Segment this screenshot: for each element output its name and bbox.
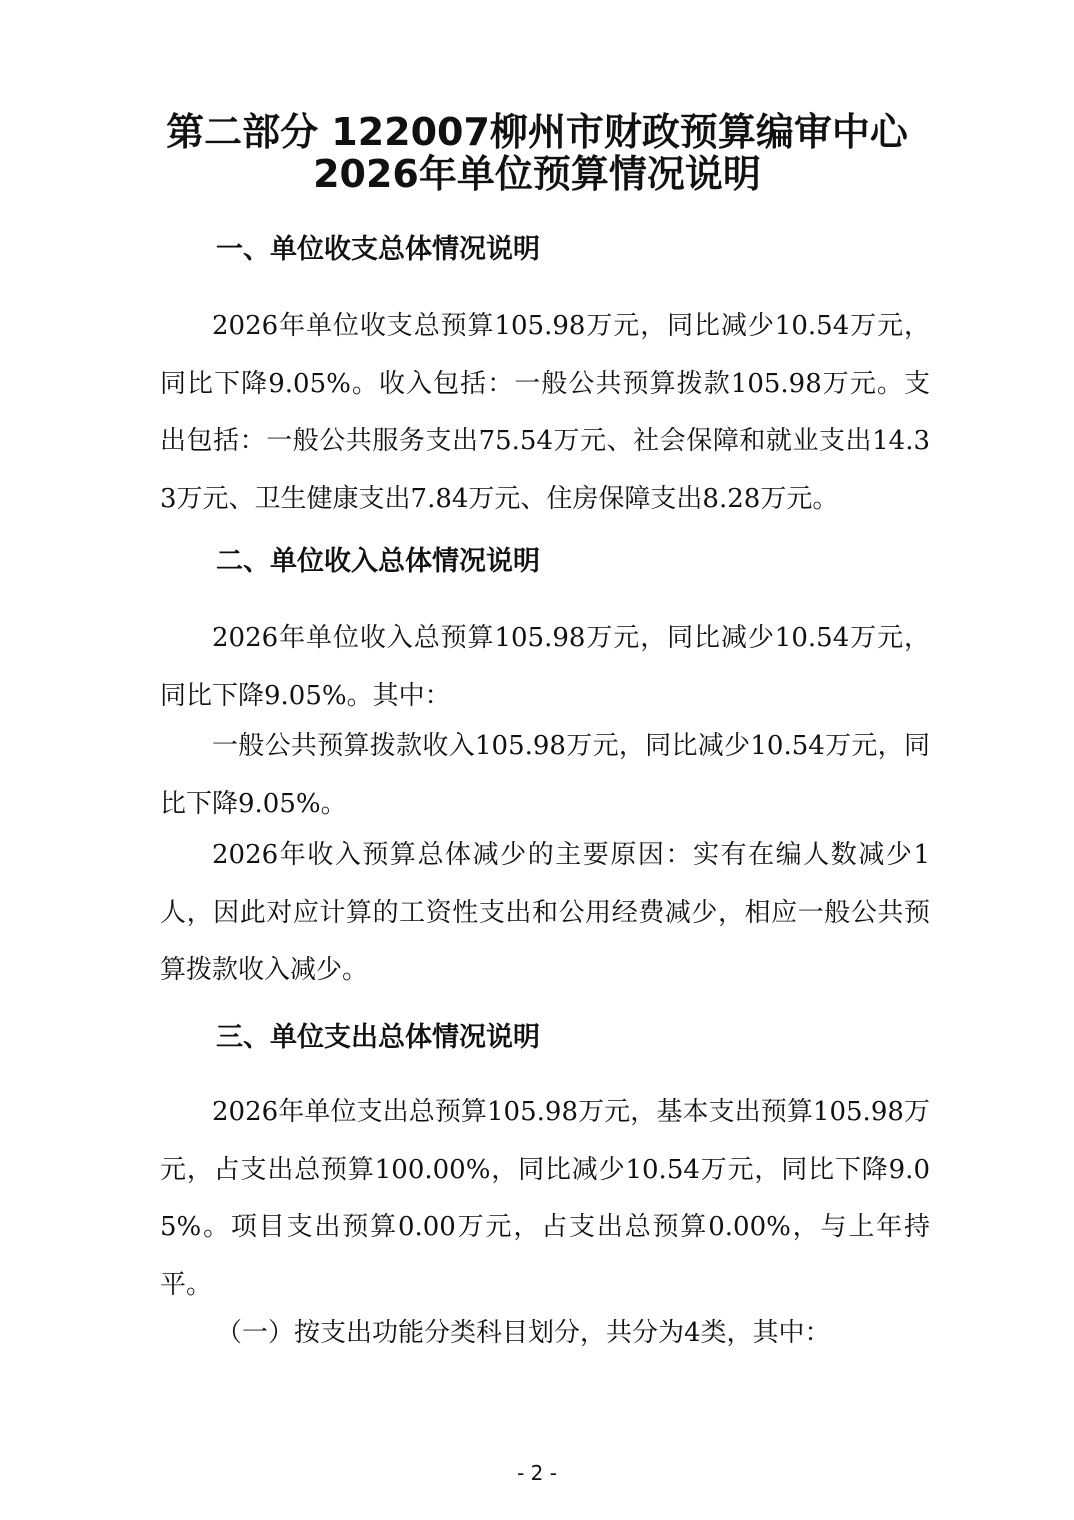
section-2-paragraph-1: 2026年单位收入总预算105.98万元，同比减少10.54万元，同比下降9.05%。其中： xyxy=(160,623,930,711)
page-title-line-2: 2026年单位预算情况说明 xyxy=(313,152,761,196)
section-heading-3: 三、单位支出总体情况说明 xyxy=(216,1022,540,1053)
section-2-paragraph-3: 2026年收入预算总体减少的主要原因：实有在编人数减少1人，因此对应计算的工资性支出和公用经费减少，相应一般公共预算拨款收入减少。 xyxy=(160,840,930,985)
section-3-paragraph-1: 2026年单位支出总预算105.98万元，基本支出预算105.98万元，占支出总预算100.00%，同比减少10.54万元，同比下降9.05%。项目支出预算0.00万元，占支出总预算0.00%，与上年持平。 xyxy=(160,1097,930,1300)
section-1-paragraph-1: 2026年单位收支总预算105.98万元，同比减少10.54万元，同比下降9.05%。收入包括：一般公共预算拨款105.98万元。支出包括：一般公共服务支出75.54万元、社会保障和就业支出14.33万元、卫生健康支出7.84万元、住房保障支出8.28万元。 xyxy=(160,311,930,514)
section-heading-2: 二、单位收入总体情况说明 xyxy=(216,546,540,577)
page-number: - 2 - xyxy=(517,1461,557,1485)
section-heading-1: 一、单位收支总体情况说明 xyxy=(216,234,540,265)
page-title-line-1: 第二部分 122007柳州市财政预算编审中心 xyxy=(166,110,908,154)
section-2-paragraph-2: 一般公共预算拨款收入105.98万元，同比减少10.54万元，同比下降9.05%。 xyxy=(160,731,930,819)
section-3-subheading: （一）按支出功能分类科目划分，共分为4类，其中： xyxy=(216,1318,831,1348)
